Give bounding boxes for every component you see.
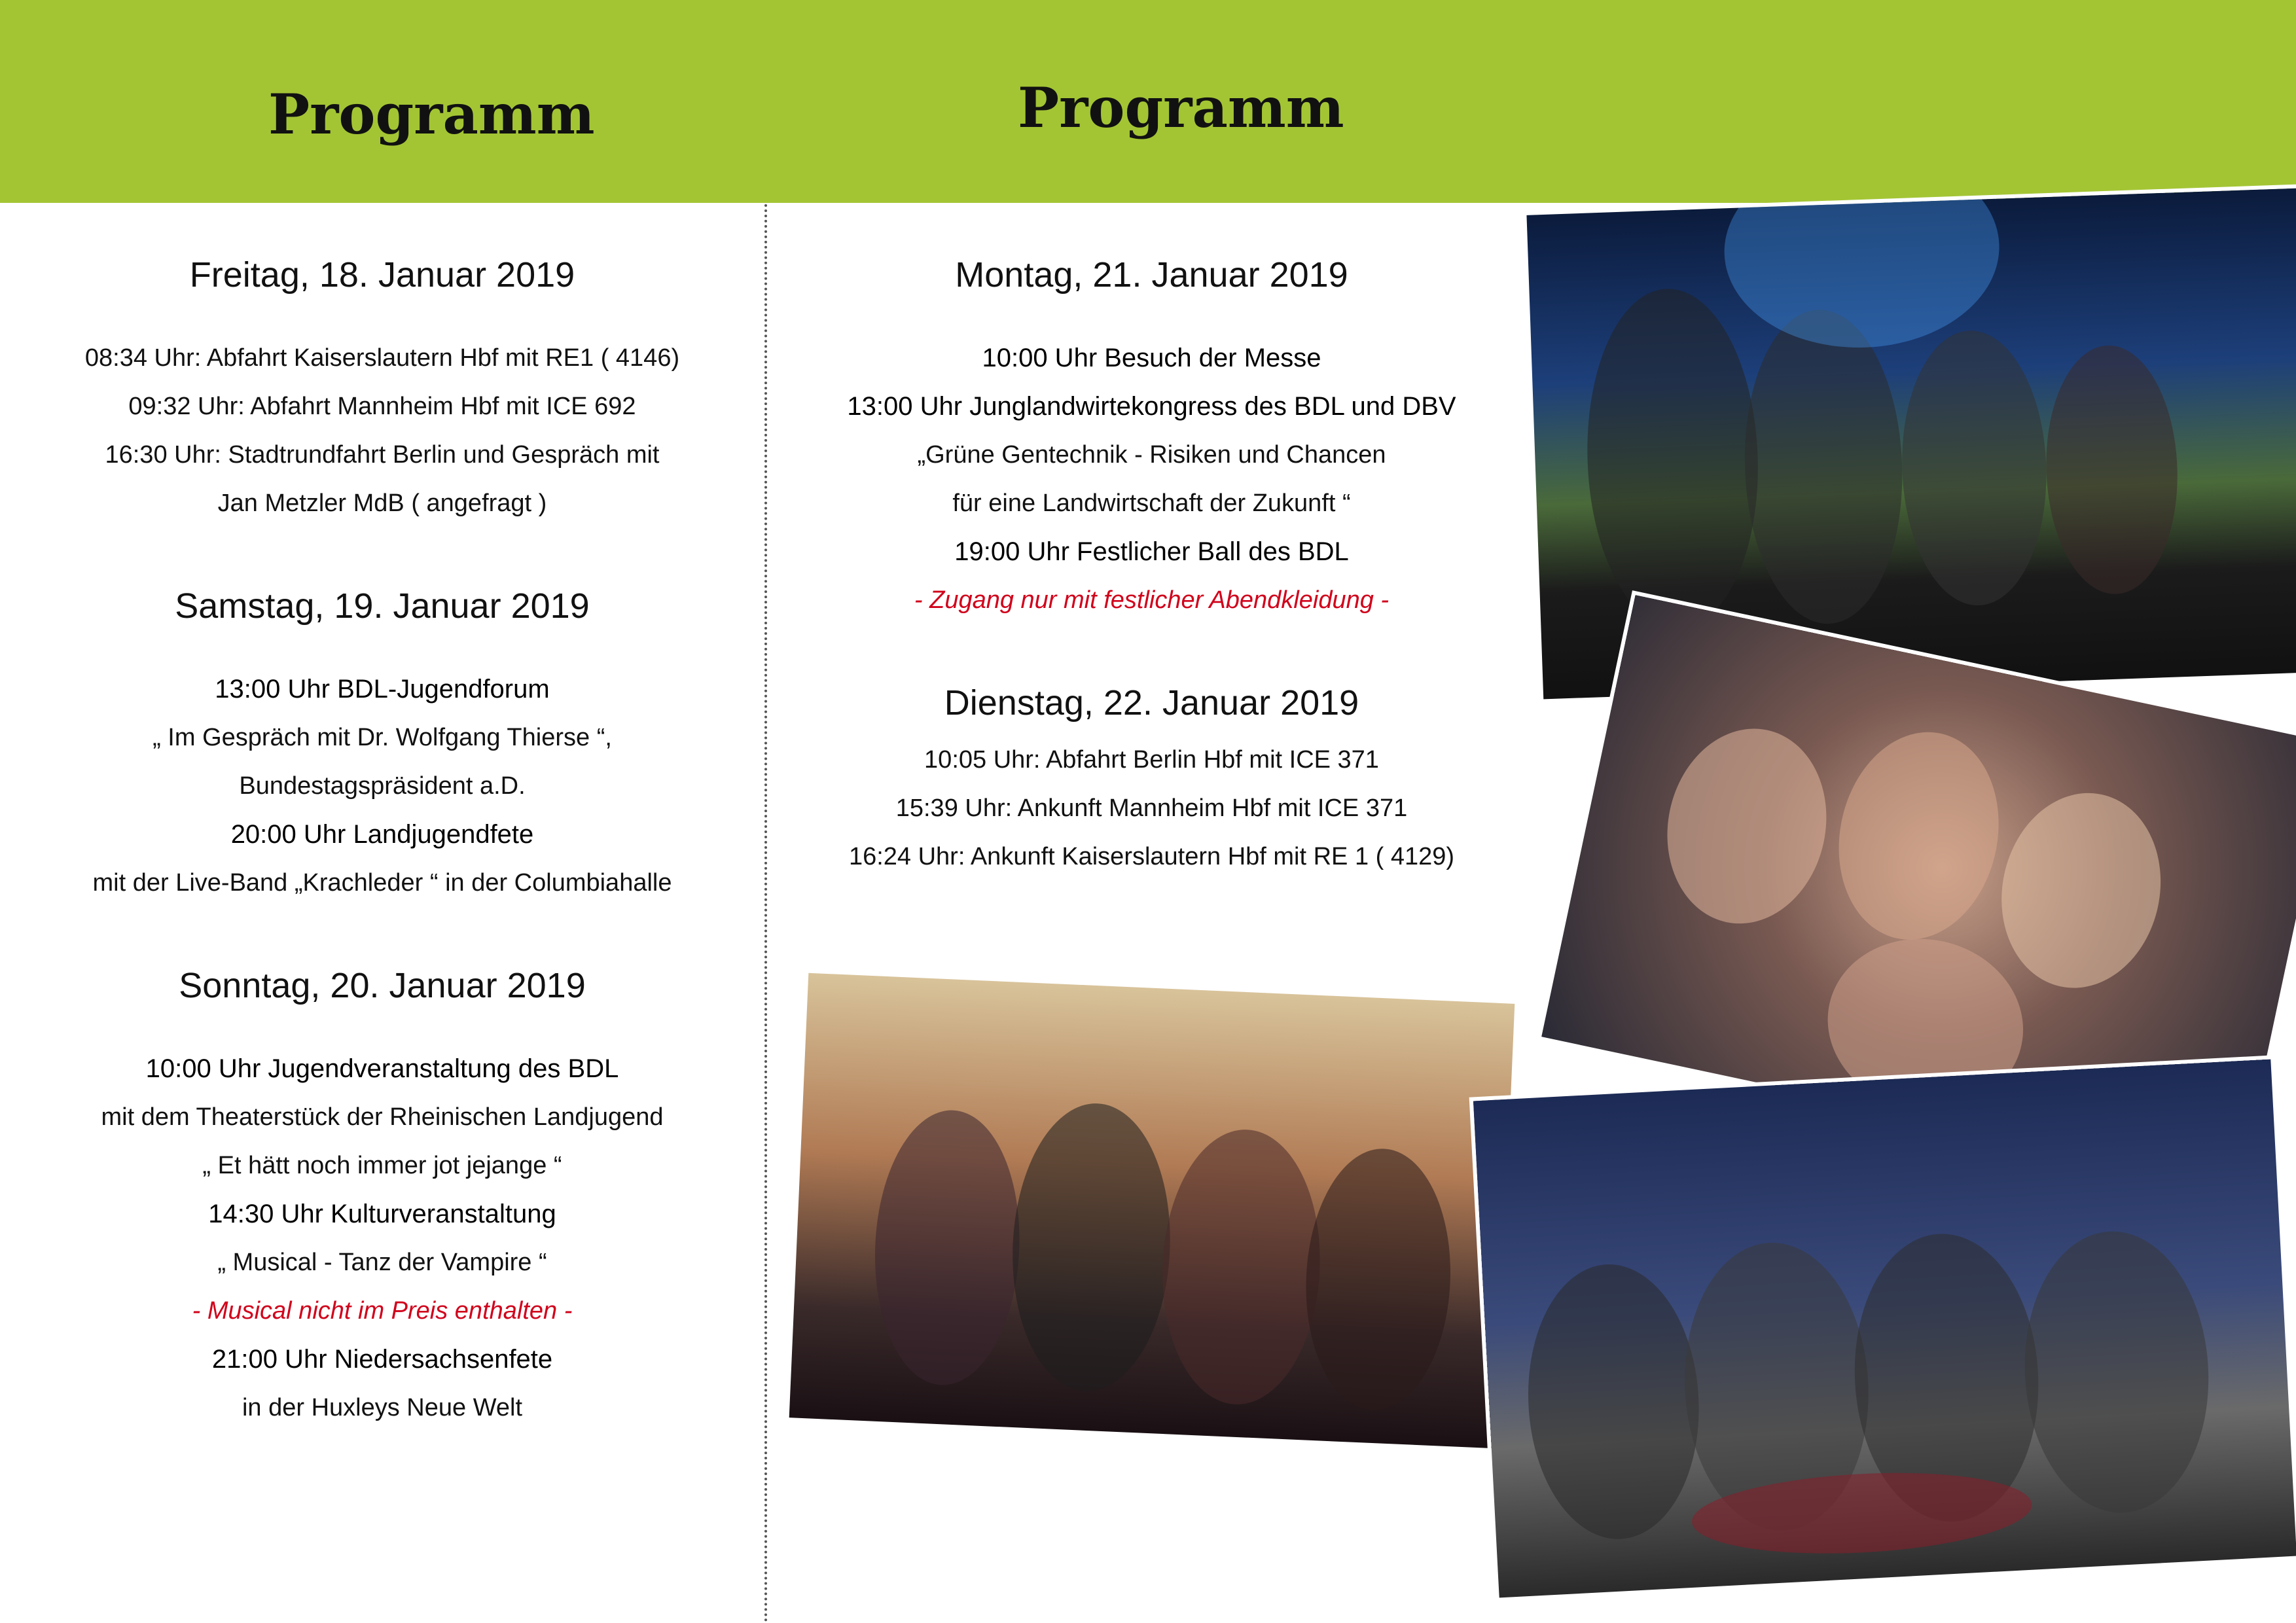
schedule-line: 15:39 Uhr: Ankunft Mannheim Hbf mit ICE 371 <box>895 794 1408 822</box>
schedule-line: „ Musical - Tanz der Vampire “ <box>217 1249 547 1276</box>
page-title-right: Programm <box>1018 75 1344 140</box>
schedule-line: für eine Landwirtschaft der Zukunft “ <box>952 490 1351 517</box>
schedule-line: mit der Live-Band „Krachleder “ in der Columbiahalle <box>92 869 672 897</box>
event-title: 13:00 Uhr Junglandwirtekongress des BDL und DBV <box>847 392 1456 421</box>
left-schedule-column <box>0 242 764 1432</box>
schedule-line: 08:34 Uhr: Abfahrt Kaiserslautern Hbf mit RE1 ( 4146) <box>84 344 680 372</box>
schedule-line: 16:30 Uhr: Stadtrundfahrt Berlin und Gespräch mit <box>105 441 660 469</box>
bundestag-group-photo <box>1473 1060 2296 1598</box>
schedule-line: Jan Metzler MdB ( angefragt ) <box>217 490 547 517</box>
schedule-line: in der Huxleys Neue Welt <box>242 1394 523 1421</box>
schedule-line: 09:32 Uhr: Abfahrt Mannheim Hbf mit ICE 692 <box>128 393 636 420</box>
event-title: 10:00 Uhr Besuch der Messe <box>982 344 1321 372</box>
note-line: - Zugang nur mit festlicher Abendkleidung - <box>914 586 1390 614</box>
event-title: 14:30 Uhr Kulturveranstaltung <box>208 1200 556 1228</box>
header-banner <box>0 0 2296 203</box>
schedule-line: mit dem Theaterstück der Rheinischen Landjugend <box>101 1103 664 1131</box>
event-title: 19:00 Uhr Festlicher Ball des BDL <box>954 537 1349 566</box>
day-heading-sunday: Sonntag, 20. Januar 2019 <box>179 966 586 1005</box>
day-heading-monday: Montag, 21. Januar 2019 <box>955 255 1348 294</box>
page-title-left: Programm <box>268 82 595 147</box>
schedule-line: „Grüne Gentechnik - Risiken und Chancen <box>917 441 1386 469</box>
note-line: - Musical nicht im Preis enthalten - <box>192 1297 573 1325</box>
schedule-line: „ Im Gespräch mit Dr. Wolfgang Thierse “, <box>152 724 612 751</box>
day-heading-friday: Freitag, 18. Januar 2019 <box>189 255 575 294</box>
day-heading-saturday: Samstag, 19. Januar 2019 <box>175 586 590 626</box>
day-heading-tuesday: Dienstag, 22. Januar 2019 <box>944 683 1359 722</box>
schedule-line: 10:05 Uhr: Abfahrt Berlin Hbf mit ICE 371 <box>924 746 1379 774</box>
right-schedule-column <box>767 242 1536 881</box>
schedule-line: Bundestagspräsident a.D. <box>239 772 526 800</box>
event-title: 21:00 Uhr Niedersachsenfete <box>211 1345 553 1374</box>
event-title: 10:00 Uhr Jugendveranstaltung des BDL <box>145 1054 619 1083</box>
event-title: 13:00 Uhr BDL-Jugendforum <box>215 675 550 704</box>
event-title: 20:00 Uhr Landjugendfete <box>230 820 534 849</box>
schedule-line: „ Et hätt noch immer jot jejange “ <box>202 1152 562 1179</box>
schedule-line: 16:24 Uhr: Ankunft Kaiserslautern Hbf mit RE 1 ( 4129) <box>848 843 1455 870</box>
ball-group-photo <box>789 973 1515 1448</box>
